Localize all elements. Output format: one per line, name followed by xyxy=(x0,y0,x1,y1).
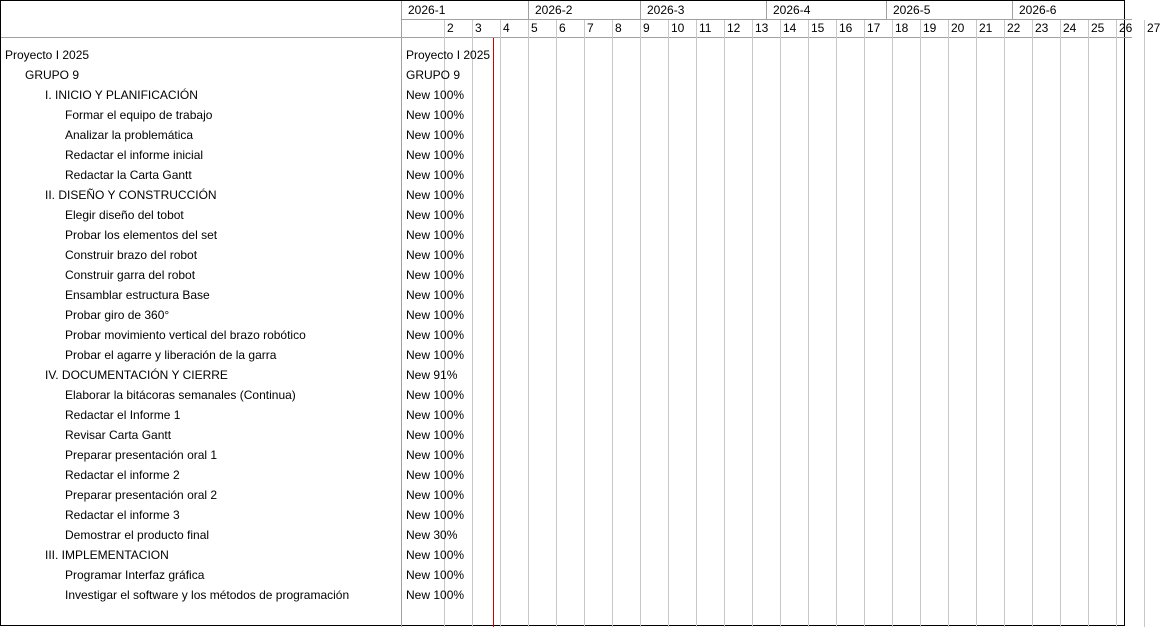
today-marker-line xyxy=(493,38,494,627)
week-label: 12 xyxy=(727,21,741,35)
task-bar-label[interactable]: Proyecto I 2025 xyxy=(406,48,491,62)
week-label: 10 xyxy=(671,21,685,35)
month-label: 2026-6 xyxy=(1012,1,1132,19)
task-bar-label[interactable]: New 100% xyxy=(406,568,465,582)
task-bar-label[interactable]: New 100% xyxy=(406,548,465,562)
task-bar-label[interactable]: New 100% xyxy=(406,588,465,602)
task-bar-label[interactable]: New 100% xyxy=(406,488,465,502)
task-name: III. IMPLEMENTACION xyxy=(45,548,169,562)
week-label: 5 xyxy=(531,21,538,35)
week-label: 11 xyxy=(699,21,712,35)
week-gridline xyxy=(472,20,473,627)
gantt-chart xyxy=(402,1,1161,627)
task-bar-label[interactable]: New 100% xyxy=(406,228,465,242)
week-label: 18 xyxy=(895,21,909,35)
task-name: Redactar el informe 2 xyxy=(65,468,180,482)
task-bar-label[interactable]: New 100% xyxy=(406,328,465,342)
task-row[interactable] xyxy=(1,445,463,465)
task-name: Construir garra del robot xyxy=(65,268,196,282)
week-label: 16 xyxy=(839,21,853,35)
week-label: 17 xyxy=(867,21,881,35)
week-gridline xyxy=(612,20,613,627)
week-gridline xyxy=(864,20,865,627)
task-bar-label[interactable]: New 100% xyxy=(406,468,465,482)
week-label: 8 xyxy=(615,21,622,35)
task-bar-label[interactable]: New 100% xyxy=(406,248,465,262)
task-name: Elegir diseño del tobot xyxy=(65,208,184,222)
week-label: 9 xyxy=(643,21,650,35)
week-label: 4 xyxy=(503,21,510,35)
week-label: 27 xyxy=(1147,21,1161,35)
week-gridline xyxy=(976,20,977,627)
task-row[interactable] xyxy=(1,265,463,285)
week-gridline xyxy=(836,20,837,627)
task-bar-label[interactable]: New 100% xyxy=(406,88,465,102)
task-row[interactable] xyxy=(1,565,463,585)
week-gridline xyxy=(696,20,697,627)
week-gridline xyxy=(1144,20,1145,627)
week-label: 15 xyxy=(811,21,825,35)
week-gridline xyxy=(780,20,781,627)
task-row[interactable] xyxy=(1,125,463,145)
task-bar-label[interactable]: New 91% xyxy=(406,368,458,382)
task-name: Demostrar el producto final xyxy=(65,528,210,542)
task-bar-label[interactable]: New 100% xyxy=(406,508,465,522)
task-name: Preparar presentación oral 2 xyxy=(65,488,218,502)
week-gridline xyxy=(500,20,501,627)
task-row[interactable] xyxy=(1,325,463,345)
task-bar-label[interactable]: New 30% xyxy=(406,528,458,542)
task-name: GRUPO 9 xyxy=(25,68,80,82)
week-label: 21 xyxy=(979,21,993,35)
task-bar-label[interactable]: GRUPO 9 xyxy=(406,68,461,82)
task-row[interactable] xyxy=(1,525,463,545)
task-name: I. INICIO Y PLANIFICACIÓN xyxy=(45,88,198,102)
task-name: Proyecto I 2025 xyxy=(5,48,90,62)
task-row[interactable] xyxy=(1,145,463,165)
task-name: Redactar la Carta Gantt xyxy=(65,168,192,182)
task-row[interactable] xyxy=(1,405,463,425)
task-bar-label[interactable]: New 100% xyxy=(406,388,465,402)
week-gridline xyxy=(1032,20,1033,627)
task-row[interactable] xyxy=(1,465,463,485)
week-gridline xyxy=(1004,20,1005,627)
week-gridline xyxy=(556,20,557,627)
month-label: 2026-1 xyxy=(408,3,446,17)
month-label: 2026-2 xyxy=(528,1,640,19)
task-row[interactable] xyxy=(1,225,463,245)
task-row[interactable] xyxy=(1,105,463,125)
task-tree-header xyxy=(1,1,402,38)
week-label: 19 xyxy=(923,21,937,35)
week-gridline xyxy=(584,20,585,627)
week-gridline xyxy=(1088,20,1089,627)
month-label: 2026-4 xyxy=(766,1,886,19)
week-gridline xyxy=(724,20,725,627)
task-row[interactable] xyxy=(1,65,423,85)
task-name: Revisar Carta Gantt xyxy=(65,428,172,442)
week-gridline xyxy=(948,20,949,627)
task-bar-label[interactable]: New 100% xyxy=(406,168,465,182)
task-name: IV. DOCUMENTACIÓN Y CIERRE xyxy=(45,368,228,382)
task-row[interactable] xyxy=(1,585,463,605)
task-row[interactable] xyxy=(1,45,403,65)
month-label: 2026-5 xyxy=(886,1,1012,19)
week-label: 7 xyxy=(587,21,594,35)
week-label: 2 xyxy=(447,21,454,35)
task-row[interactable] xyxy=(1,505,463,525)
task-name: Redactar el Informe 1 xyxy=(65,408,181,422)
task-bar-label[interactable]: New 100% xyxy=(406,188,465,202)
task-name: Construir brazo del robot xyxy=(65,248,198,262)
week-label: 13 xyxy=(755,21,769,35)
task-bar-label[interactable]: New 100% xyxy=(406,308,465,322)
task-name: Ensamblar estructura Base xyxy=(65,288,210,302)
month-label: 2026-3 xyxy=(640,1,766,19)
task-name: Formar el equipo de trabajo xyxy=(65,108,213,122)
week-gridline xyxy=(808,20,809,627)
task-bar-label[interactable]: New 100% xyxy=(406,208,465,222)
task-row[interactable] xyxy=(1,205,463,225)
task-name: Analizar la problemática xyxy=(65,128,194,142)
week-gridline xyxy=(1116,20,1117,627)
week-gridline xyxy=(640,20,641,627)
task-bar-label[interactable]: New 100% xyxy=(406,428,465,442)
task-row[interactable] xyxy=(1,385,463,405)
task-name: Investigar el software y los métodos de programación xyxy=(65,588,350,602)
task-bar-label[interactable]: New 100% xyxy=(406,448,465,462)
task-bar-label[interactable]: New 100% xyxy=(406,408,465,422)
task-name: Probar el agarre y liberación de la garra xyxy=(65,348,277,362)
task-bar-label[interactable]: New 100% xyxy=(406,348,465,362)
task-name: Probar giro de 360° xyxy=(65,308,170,322)
task-name: Redactar el informe inicial xyxy=(65,148,204,162)
task-bar-label[interactable]: New 100% xyxy=(406,288,465,302)
week-label: 24 xyxy=(1063,21,1077,35)
task-row[interactable] xyxy=(1,485,463,505)
header-bottom-border xyxy=(402,37,1132,38)
task-row[interactable] xyxy=(1,425,463,445)
week-label: 14 xyxy=(783,21,797,35)
task-name: II. DISEÑO Y CONSTRUCCIÓN xyxy=(45,188,217,202)
task-bar-label[interactable]: New 100% xyxy=(406,128,465,142)
week-gridline xyxy=(892,20,893,627)
task-row[interactable] xyxy=(1,85,443,105)
task-row[interactable] xyxy=(1,345,463,365)
task-row[interactable] xyxy=(1,305,463,325)
task-row[interactable] xyxy=(1,365,443,385)
task-row[interactable] xyxy=(1,245,463,265)
task-name: Probar movimiento vertical del brazo robótico xyxy=(65,328,306,342)
week-label: 22 xyxy=(1007,21,1021,35)
task-row[interactable] xyxy=(1,545,443,565)
week-label: 26 xyxy=(1119,21,1133,35)
week-label: 20 xyxy=(951,21,965,35)
week-label: 23 xyxy=(1035,21,1049,35)
week-gridline xyxy=(528,20,529,627)
task-row[interactable] xyxy=(1,185,443,205)
task-name: Programar Interfaz gráfica xyxy=(65,568,205,582)
task-bar-label[interactable]: New 100% xyxy=(406,108,465,122)
task-bar-label[interactable]: New 100% xyxy=(406,148,465,162)
week-label: 3 xyxy=(475,21,482,35)
task-name: Preparar presentación oral 1 xyxy=(65,448,218,462)
task-name: Redactar el informe 3 xyxy=(65,508,180,522)
task-row[interactable] xyxy=(1,285,463,305)
task-name: Probar los elementos del set xyxy=(65,228,218,242)
task-bar-label[interactable]: New 100% xyxy=(406,268,465,282)
week-gridline xyxy=(668,20,669,627)
week-label: 6 xyxy=(559,21,566,35)
task-name: Elaborar la bitácoras semanales (Continua) xyxy=(65,388,296,402)
week-gridline xyxy=(920,20,921,627)
week-gridline xyxy=(1060,20,1061,627)
task-row[interactable] xyxy=(1,165,463,185)
week-label: 25 xyxy=(1091,21,1105,35)
week-gridline xyxy=(752,20,753,627)
